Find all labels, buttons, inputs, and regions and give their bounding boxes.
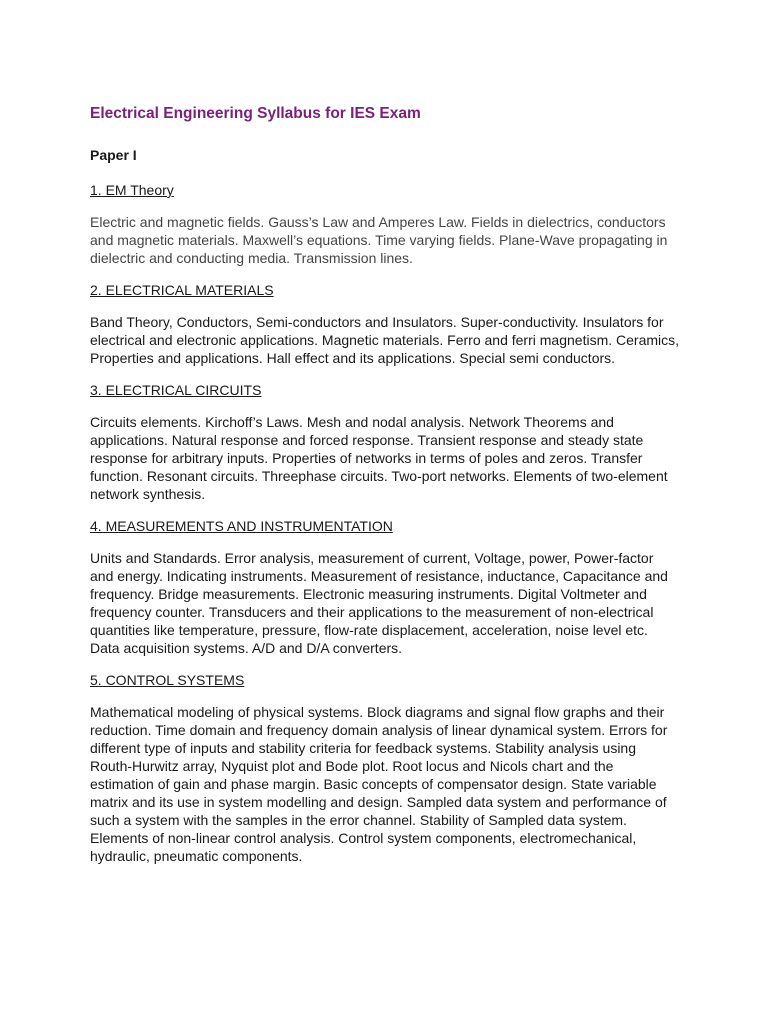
section-heading: 1. EM Theory <box>90 182 174 198</box>
document-page <box>90 103 680 879</box>
section-body: Circuits elements. Kirchoff’s Laws. Mesh and nodal analysis. Network Theorems and applications. Natural response and forced response. Transient response and steady state response for arbitrary inputs. Properties of networks in terms of poles and zeros. Transfer function. Resonant circuits. Threephase circuits. Two-port networks. Elements of two-element network synthesis. <box>90 414 668 502</box>
section-body: Electric and magnetic fields. Gauss’s Law and Amperes Law. Fields in dielectrics, conductors and magnetic materials. Maxwell’s equations. Time varying fields. Plane-Wave propagating in dielectric and conducting media. Transmission lines. <box>90 214 668 266</box>
section-measurements <box>90 517 680 657</box>
section-body: Units and Standards. Error analysis, measurement of current, Voltage, power, Power-factor and energy. Indicating instruments. Measurement of resistance, inductance, Capacitance and frequency. Bridge measurements. Electronic measuring instruments. Digital Voltmeter and frequency counter. Transducers and their applications to the measurement of non-electrical quantities like temperature, pressure, flow-rate displacement, acceleration, noise level etc. Data acquisition systems. A/D and D/A converters. <box>90 550 668 656</box>
document-title: Electrical Engineering Syllabus for IES Exam <box>90 105 421 122</box>
section-em-theory <box>90 181 680 267</box>
section-heading: 5. CONTROL SYSTEMS <box>90 672 245 688</box>
section-electrical-circuits <box>90 381 680 503</box>
section-body: Band Theory, Conductors, Semi-conductors and Insulators. Super-conductivity. Insulators for electrical and electronic applications. Magnetic materials. Ferro and ferri magnetism. Ceramics, Properties and applications. Hall effect and its applications. Special semi conductors. <box>90 314 680 366</box>
section-electrical-materials <box>90 281 680 367</box>
section-heading: 2. ELECTRICAL MATERIALS <box>90 282 274 298</box>
section-control-systems <box>90 671 680 865</box>
section-body: Mathematical modeling of physical systems. Block diagrams and signal flow graphs and their reduction. Time domain and frequency domain analysis of linear dynamical system. Errors for different type of inputs and stability criteria for feedback systems. Stability analysis using Routh-Hurwitz array, Nyquist plot and Bode plot. Root locus and Nicols chart and the estimation of gain and phase margin. Basic concepts of compensator design. State variable matrix and its use in system modelling and design. Sampled data system and performance of such a system with the samples in the error channel. Stability of Sampled data system. Elements of non-linear control analysis. Control system components, electromechanical, hydraulic, pneumatic components. <box>90 704 668 864</box>
section-heading: 3. ELECTRICAL CIRCUITS <box>90 382 262 398</box>
section-heading: 4. MEASUREMENTS AND INSTRUMENTATION <box>90 518 393 534</box>
paper-label: Paper I <box>90 147 137 163</box>
